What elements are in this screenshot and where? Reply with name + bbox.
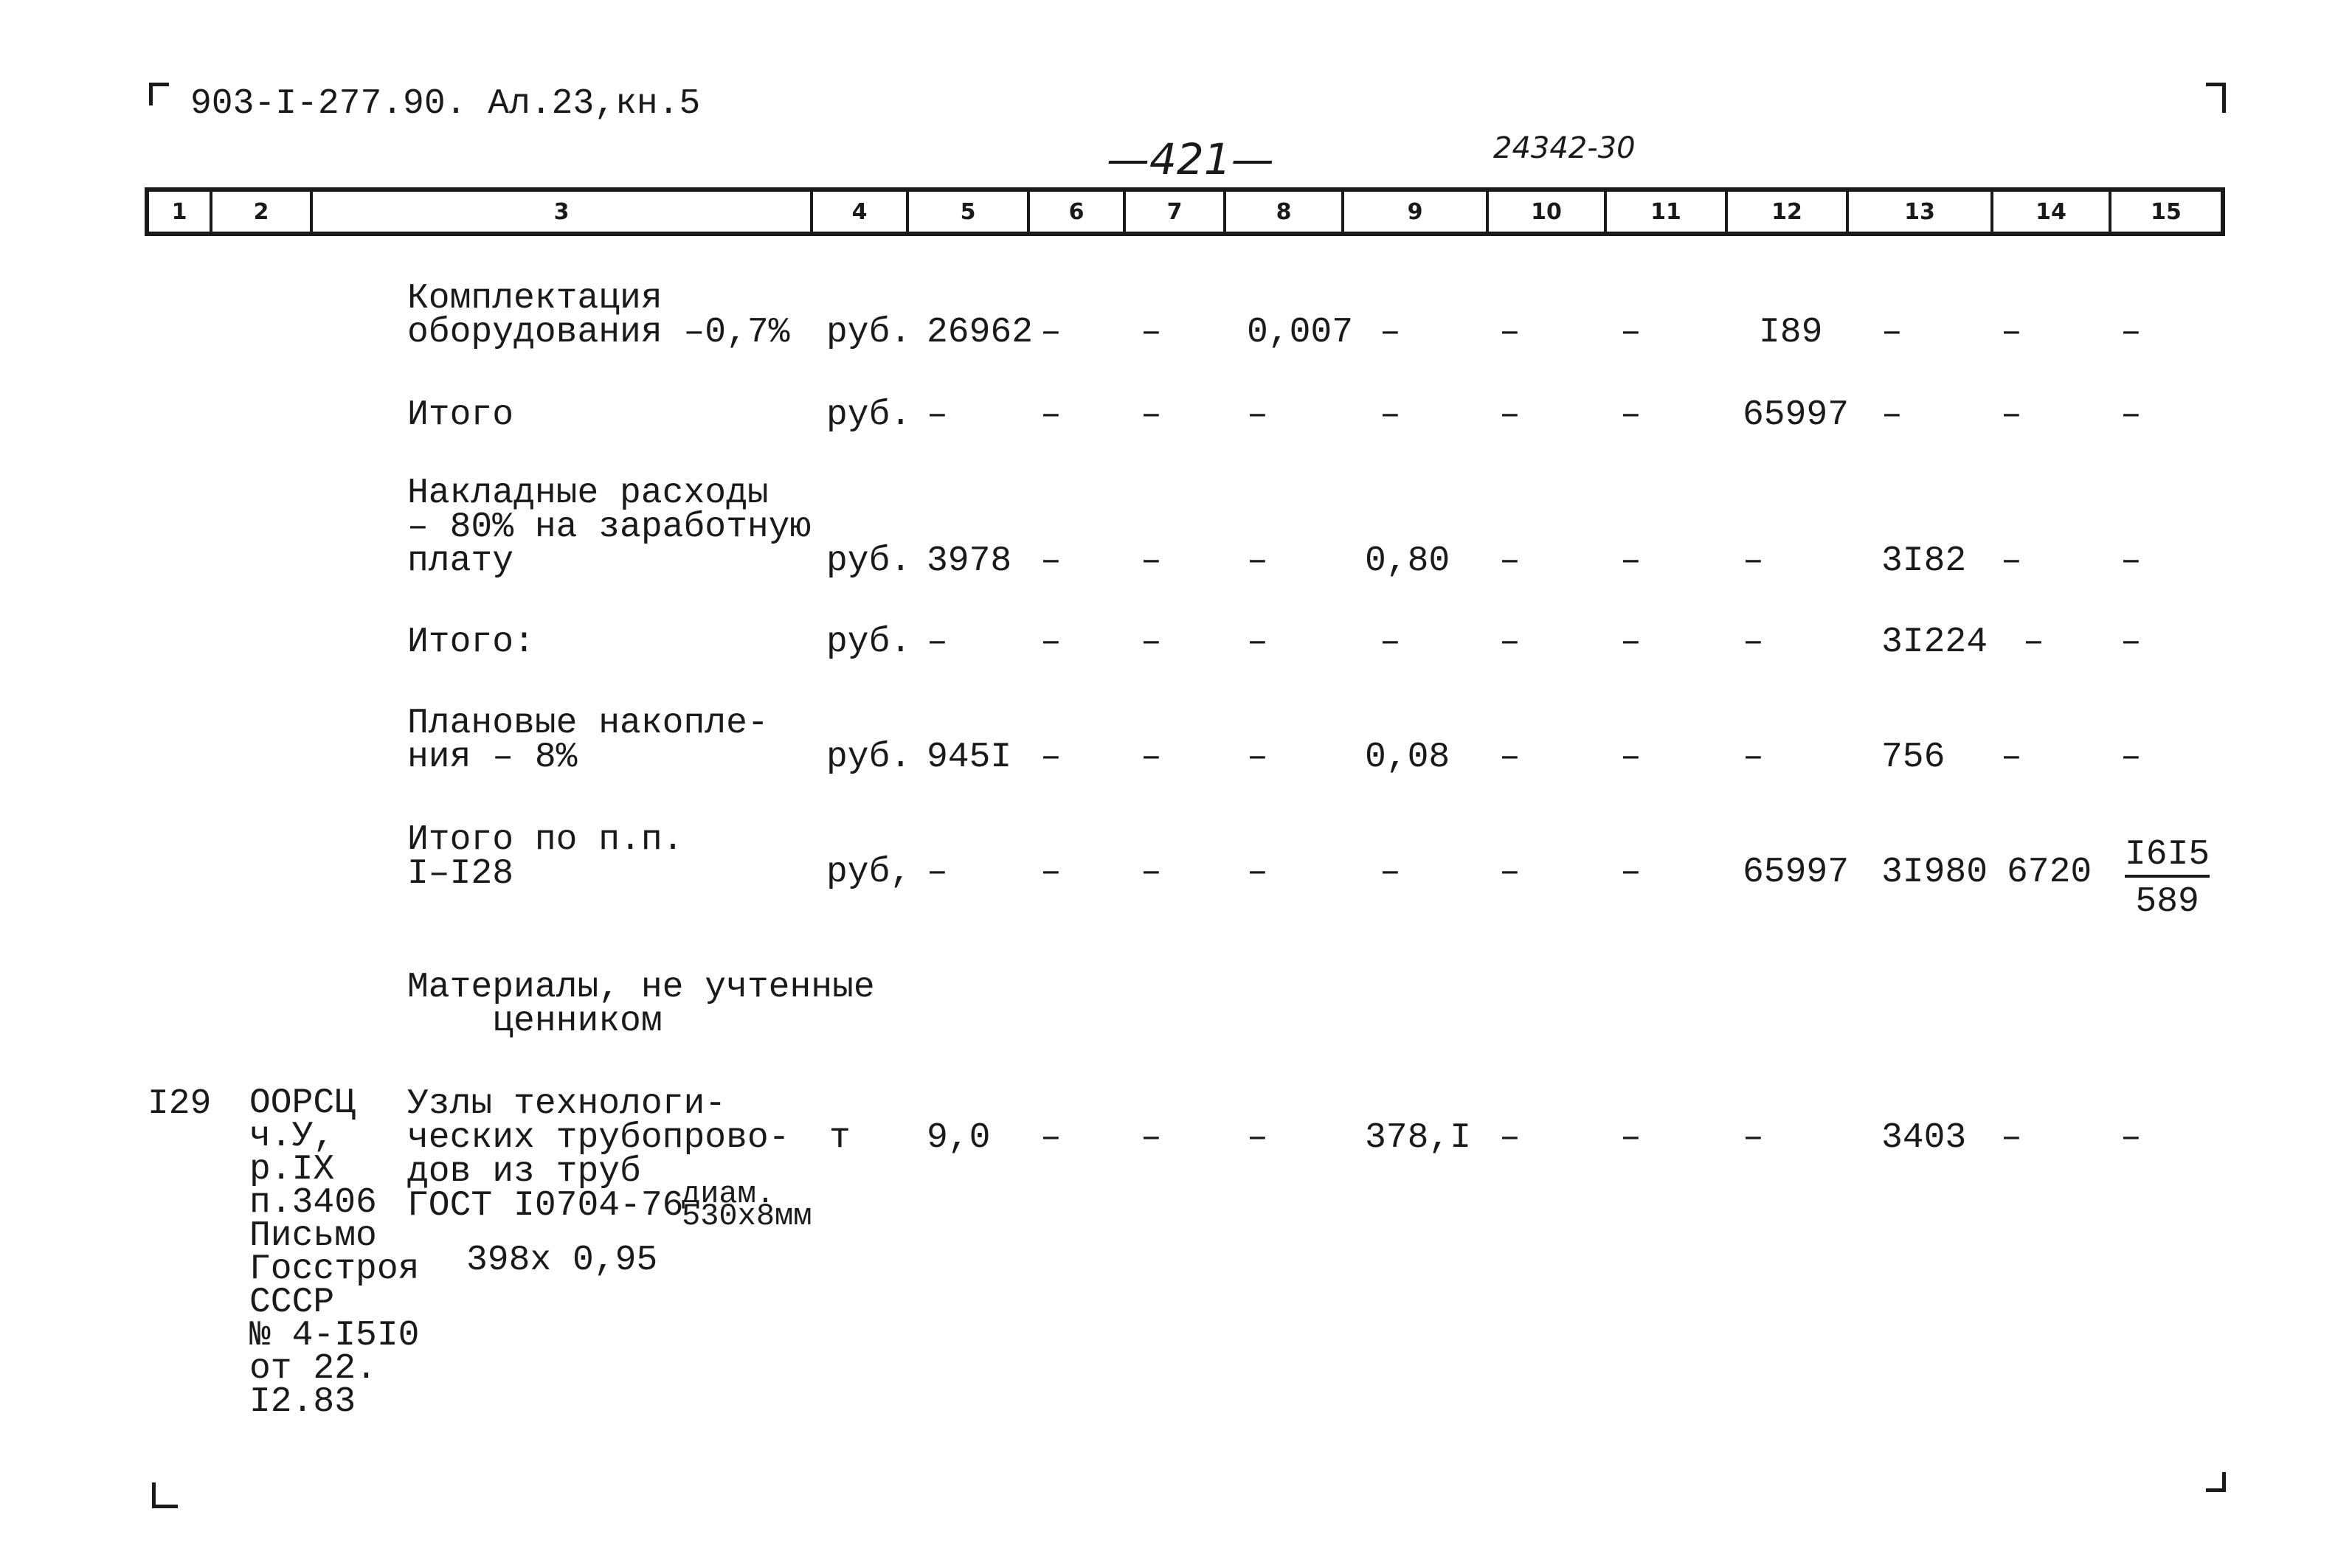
cell-col14: – <box>2001 395 2022 435</box>
cell-col12: – <box>1743 622 1764 662</box>
cell-col8: – <box>1247 1118 1268 1158</box>
cell-col11: – <box>1620 853 1642 892</box>
row-name: Итого: <box>407 622 535 662</box>
column-header: 13 <box>1849 192 1993 232</box>
document-code: 903-I-277.90. Ал.23,кн.5 <box>190 84 701 124</box>
column-header: 4 <box>813 192 909 232</box>
cell-col9: 0,08 <box>1365 738 1450 777</box>
cell-col7: – <box>1141 395 1162 435</box>
cell-col15: – <box>2120 541 2142 581</box>
cell-col14: – <box>2001 738 2022 777</box>
cell-col10: – <box>1499 853 1521 892</box>
corner-mark-top-right <box>2206 83 2226 113</box>
cell-col10: – <box>1499 738 1521 777</box>
cell-col9: – <box>1380 853 1401 892</box>
corner-mark-bottom-right <box>2206 1472 2226 1492</box>
cell-col8: – <box>1247 853 1268 892</box>
column-header: 12 <box>1728 192 1849 232</box>
cell-col12: – <box>1743 738 1764 777</box>
cell-col9: 378,I <box>1365 1118 1472 1158</box>
cell-col9: – <box>1380 395 1401 435</box>
column-header: 1 <box>149 192 212 232</box>
cell-col7: – <box>1141 853 1162 892</box>
column-header: 2 <box>212 192 313 232</box>
cell-col11: – <box>1620 395 1642 435</box>
cell-col13: 3I82 <box>1881 541 1967 581</box>
cell-col7: – <box>1141 1118 1162 1158</box>
cell-col6: – <box>1040 622 1062 662</box>
cell-col9: – <box>1380 313 1401 353</box>
cell-col8: – <box>1247 738 1268 777</box>
cell-col7: – <box>1141 541 1162 581</box>
corner-mark-top-left <box>149 83 169 105</box>
cell-col5: – <box>927 853 948 892</box>
page-number: —421— <box>1107 134 1274 184</box>
cell-col12: I89 <box>1759 313 1823 353</box>
cell-col5: 3978 <box>927 541 1012 581</box>
cell-col6: – <box>1040 313 1062 353</box>
cell-col6: – <box>1040 395 1062 435</box>
column-header: 6 <box>1030 192 1126 232</box>
fraction-denominator: 589 <box>2135 882 2199 922</box>
column-header: 7 <box>1126 192 1226 232</box>
item-number: I29 <box>148 1084 212 1124</box>
cell-col13: 3I980 <box>1881 853 1988 892</box>
cell-col10: – <box>1499 1118 1521 1158</box>
row-name: Накладные расходы – 80% на заработную плату <box>407 473 812 581</box>
cell-col7: – <box>1141 738 1162 777</box>
cell-col13: 3I224 <box>1881 622 1988 662</box>
column-header: 15 <box>2151 198 2182 225</box>
fraction-numerator: I6I5 <box>2125 838 2210 878</box>
cell-col8: – <box>1247 395 1268 435</box>
cell-col12: – <box>1743 541 1764 581</box>
cell-col14: – <box>2023 622 2044 662</box>
column-header: 5 <box>909 192 1030 232</box>
cell-col10: – <box>1499 622 1521 662</box>
cell-col6: – <box>1040 1118 1062 1158</box>
row-unit: руб, <box>826 853 912 892</box>
corner-mark-bottom-left <box>152 1482 178 1508</box>
cell-col8: 0,007 <box>1247 313 1354 353</box>
cell-col15: – <box>2120 1118 2142 1158</box>
cell-col11: – <box>1620 1118 1642 1158</box>
cell-col7: – <box>1141 622 1162 662</box>
row-name: Плановые накопле- ния – 8% <box>407 704 769 777</box>
cell-col15: – <box>2120 395 2142 435</box>
cell-col5: 26962 <box>927 313 1034 353</box>
column-header: 3 <box>313 192 813 232</box>
cell-col14: 6720 <box>2007 853 2092 892</box>
cell-col5: 945I <box>927 738 1012 777</box>
row-unit: руб. <box>826 313 912 353</box>
row-name: Итого <box>407 395 514 435</box>
cell-col9: 0,80 <box>1365 541 1450 581</box>
cell-col15: – <box>2120 622 2142 662</box>
cell-col7: – <box>1141 313 1162 353</box>
cell-col12: 65997 <box>1743 853 1850 892</box>
stamp-number: 24342-30 <box>1493 131 1636 165</box>
cell-col10: – <box>1499 313 1521 353</box>
cell-col8: – <box>1247 541 1268 581</box>
row-unit: руб. <box>826 395 912 435</box>
row-unit: руб. <box>826 541 912 581</box>
row-unit: руб. <box>826 738 912 777</box>
cell-col15: – <box>2120 313 2142 353</box>
row-name: Комплектация оборудования –0,7% <box>407 279 790 353</box>
cell-col5: – <box>927 622 948 662</box>
cell-col5: 9,0 <box>927 1118 991 1158</box>
section-heading: Материалы, не учтенные ценником <box>407 968 875 1041</box>
cell-col5: – <box>927 395 948 435</box>
cell-col11: – <box>1620 738 1642 777</box>
column-header: 8 <box>1226 192 1344 232</box>
cell-col10: – <box>1499 541 1521 581</box>
column-header: 14 <box>1993 192 2111 232</box>
column-header: 11 <box>1607 192 1728 232</box>
row-unit: руб. <box>826 622 912 662</box>
cell-col6: – <box>1040 541 1062 581</box>
cell-col11: – <box>1620 622 1642 662</box>
cell-col15-fraction <box>2125 835 2210 922</box>
cell-col14: – <box>2001 313 2022 353</box>
cell-col13: – <box>1881 395 1903 435</box>
cell-col8: – <box>1247 622 1268 662</box>
cell-col14: – <box>2001 1118 2022 1158</box>
item-basis: ООРСЦ ч.У, р.IX п.3406 Письмо Госстроя СССР № 4-I5I0 от 22. I2.83 <box>249 1083 420 1422</box>
column-header-row <box>145 187 2225 236</box>
cell-col14: – <box>2001 541 2022 581</box>
item-name: Узлы технологи- ческих трубопрово- дов из труб ГОСТ I0704-76 <box>407 1084 790 1226</box>
cell-col15: – <box>2120 738 2142 777</box>
row-name: Итого по п.п. I–I28 <box>407 820 684 894</box>
item-unit: т <box>829 1118 851 1158</box>
item-name-extra: диам. 530х8мм <box>682 1176 812 1234</box>
item-calculation: 398х 0,95 <box>466 1241 658 1280</box>
cell-col13: – <box>1881 313 1903 353</box>
cell-col11: – <box>1620 313 1642 353</box>
cell-col11: – <box>1620 541 1642 581</box>
cell-col6: – <box>1040 853 1062 892</box>
cell-col12: 65997 <box>1743 395 1850 435</box>
cell-col9: – <box>1380 622 1401 662</box>
cell-col13: 3403 <box>1881 1118 1967 1158</box>
column-header: 9 <box>1344 192 1489 232</box>
cell-col10: – <box>1499 395 1521 435</box>
column-header: 10 <box>1489 192 1607 232</box>
cell-col6: – <box>1040 738 1062 777</box>
cell-col12: – <box>1743 1118 1764 1158</box>
cell-col13: 756 <box>1881 738 1945 777</box>
